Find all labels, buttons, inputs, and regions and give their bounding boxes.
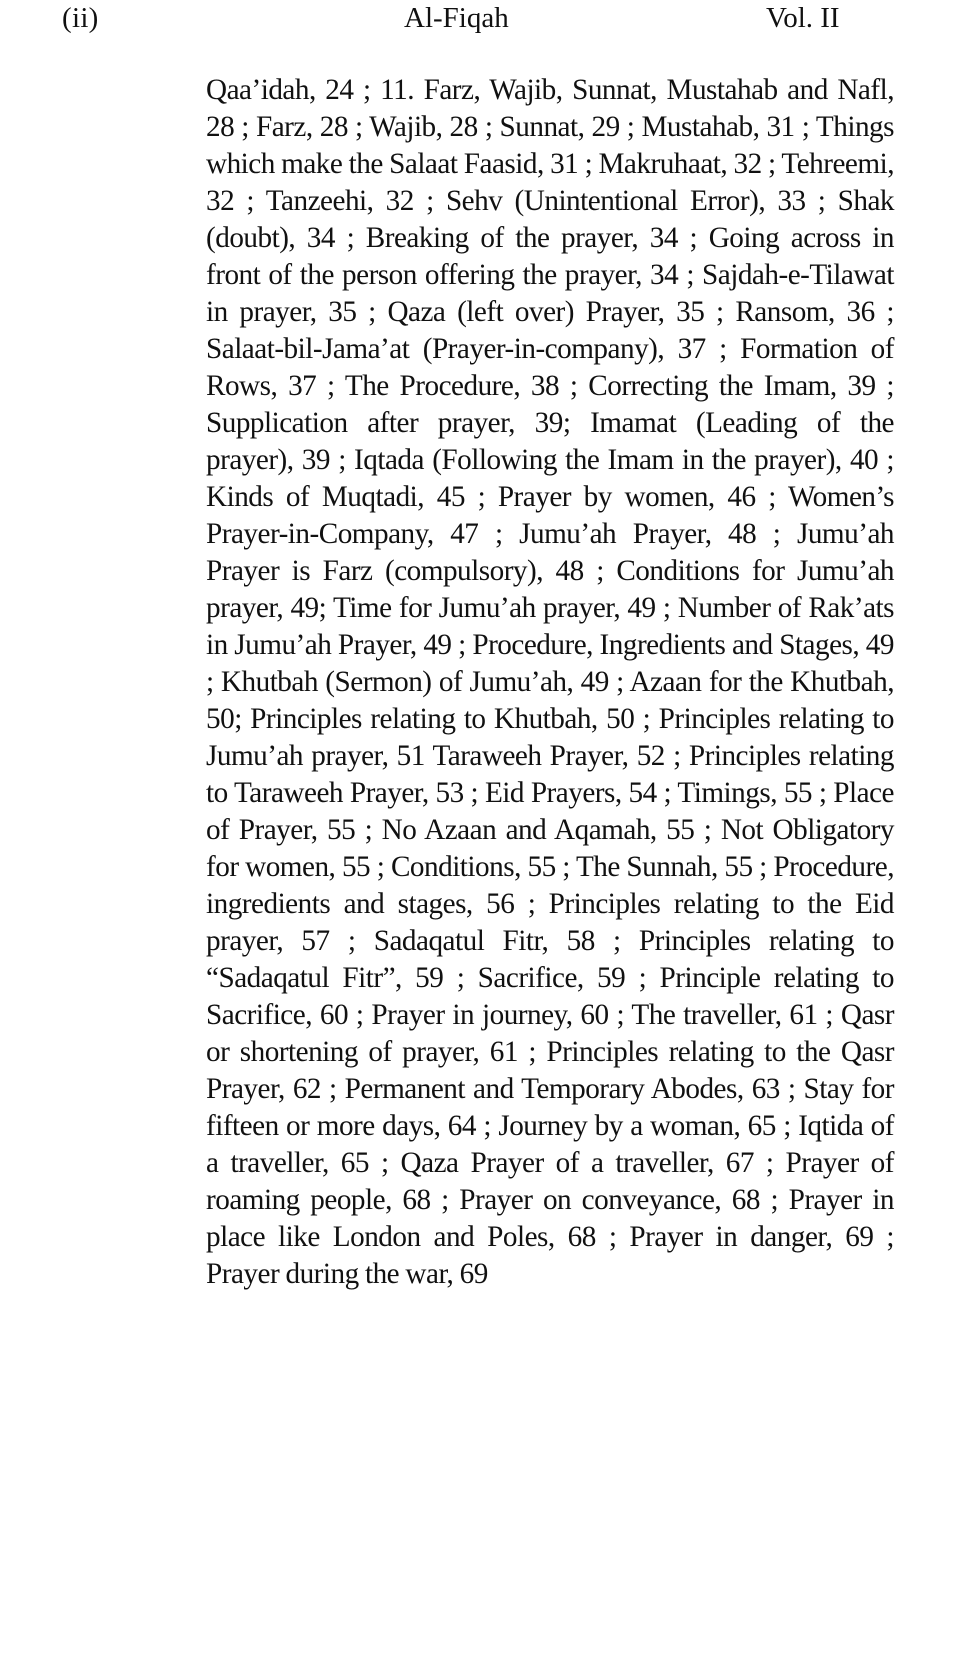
running-header: [0, 0, 960, 40]
volume-label: Vol. II: [766, 2, 840, 34]
book-title: Al-Fiqah: [404, 2, 509, 34]
page-number: (ii): [62, 2, 99, 34]
contents-index-paragraph: Qaa’idah, 24 ; 11. Farz, Wajib, Sunnat, Mustahab and Nafl, 28 ; Farz, 28 ; Wajib, 28 ; Sunnat, 29 ; Mustahab, 31 ; Things which make the Salaat Faasid, 31 ; Makruhaat, 32 ; Tehreemi, 32 ; Tanzeehi, 32 ; Sehv (Unintentional Error), 33 ; Shak (doubt), 34 ; Breaking of the prayer, 34 ; Going across in front of the person offering the prayer, 34 ; Sajdah-e-Tilawat in prayer, 35 ; Qaza (left over) Prayer, 35 ; Ransom, 36 ; Salaat-bil-Jama’at (Prayer-in-company), 37 ; Formation of Rows, 37 ; The Procedure, 38 ; Correcting the Imam, 39 ; Supplication after prayer, 39; Imamat (Leading of the prayer), 39 ; Iqtada (Following the Imam in the prayer), 40 ; Kinds of Muqtadi, 45 ; Prayer by women, 46 ; Women’s Prayer-in-Company, 47 ; Jumu’ah Prayer, 48 ; Jumu’ah Prayer is Farz (compulsory), 48 ; Conditions for Jumu’ah prayer, 49; Time for Jumu’ah prayer, 49 ; Number of Rak’ats in Jumu’ah Prayer, 49 ; Procedure, Ingredients and Stages, 49 ; Khutbah (Sermon) of Jumu’ah, 49 ; Azaan for the Khutbah, 50; Principles relating to Khutbah, 50 ; Principles relating to Jumu’ah prayer, 51 Taraweeh Prayer, 52 ; Principles relating to Taraweeh Prayer, 53 ; Eid Prayers, 54 ; Timings, 55 ; Place of Prayer, 55 ; No Azaan and Aqamah, 55 ; Not Obligatory for women, 55 ; Conditions, 55 ; The Sunnah, 55 ; Procedure, ingredients and stages, 56 ; Principles relating to the Eid prayer, 57 ; Sadaqatul Fitr, 58 ; Principles relating to “Sadaqatul Fitr”, 59 ; Sacrifice, 59 ; Principle relating to Sacrifice, 60 ; Prayer in journey, 60 ; The traveller, 61 ; Qasr or shortening of prayer, 61 ; Principles relating to the Qasr Prayer, 62 ; Permanent and Temporary Abodes, 63 ; Stay for fifteen or more days, 64 ; Journey by a woman, 65 ; Iqtida of a traveller, 65 ; Qaza Prayer of a traveller, 67 ; Prayer of roaming people, 68 ; Prayer on conveyance, 68 ; Prayer in place like London and Poles, 68 ; Prayer in danger, 69 ; Prayer during the war, 69: [206, 74, 894, 1290]
